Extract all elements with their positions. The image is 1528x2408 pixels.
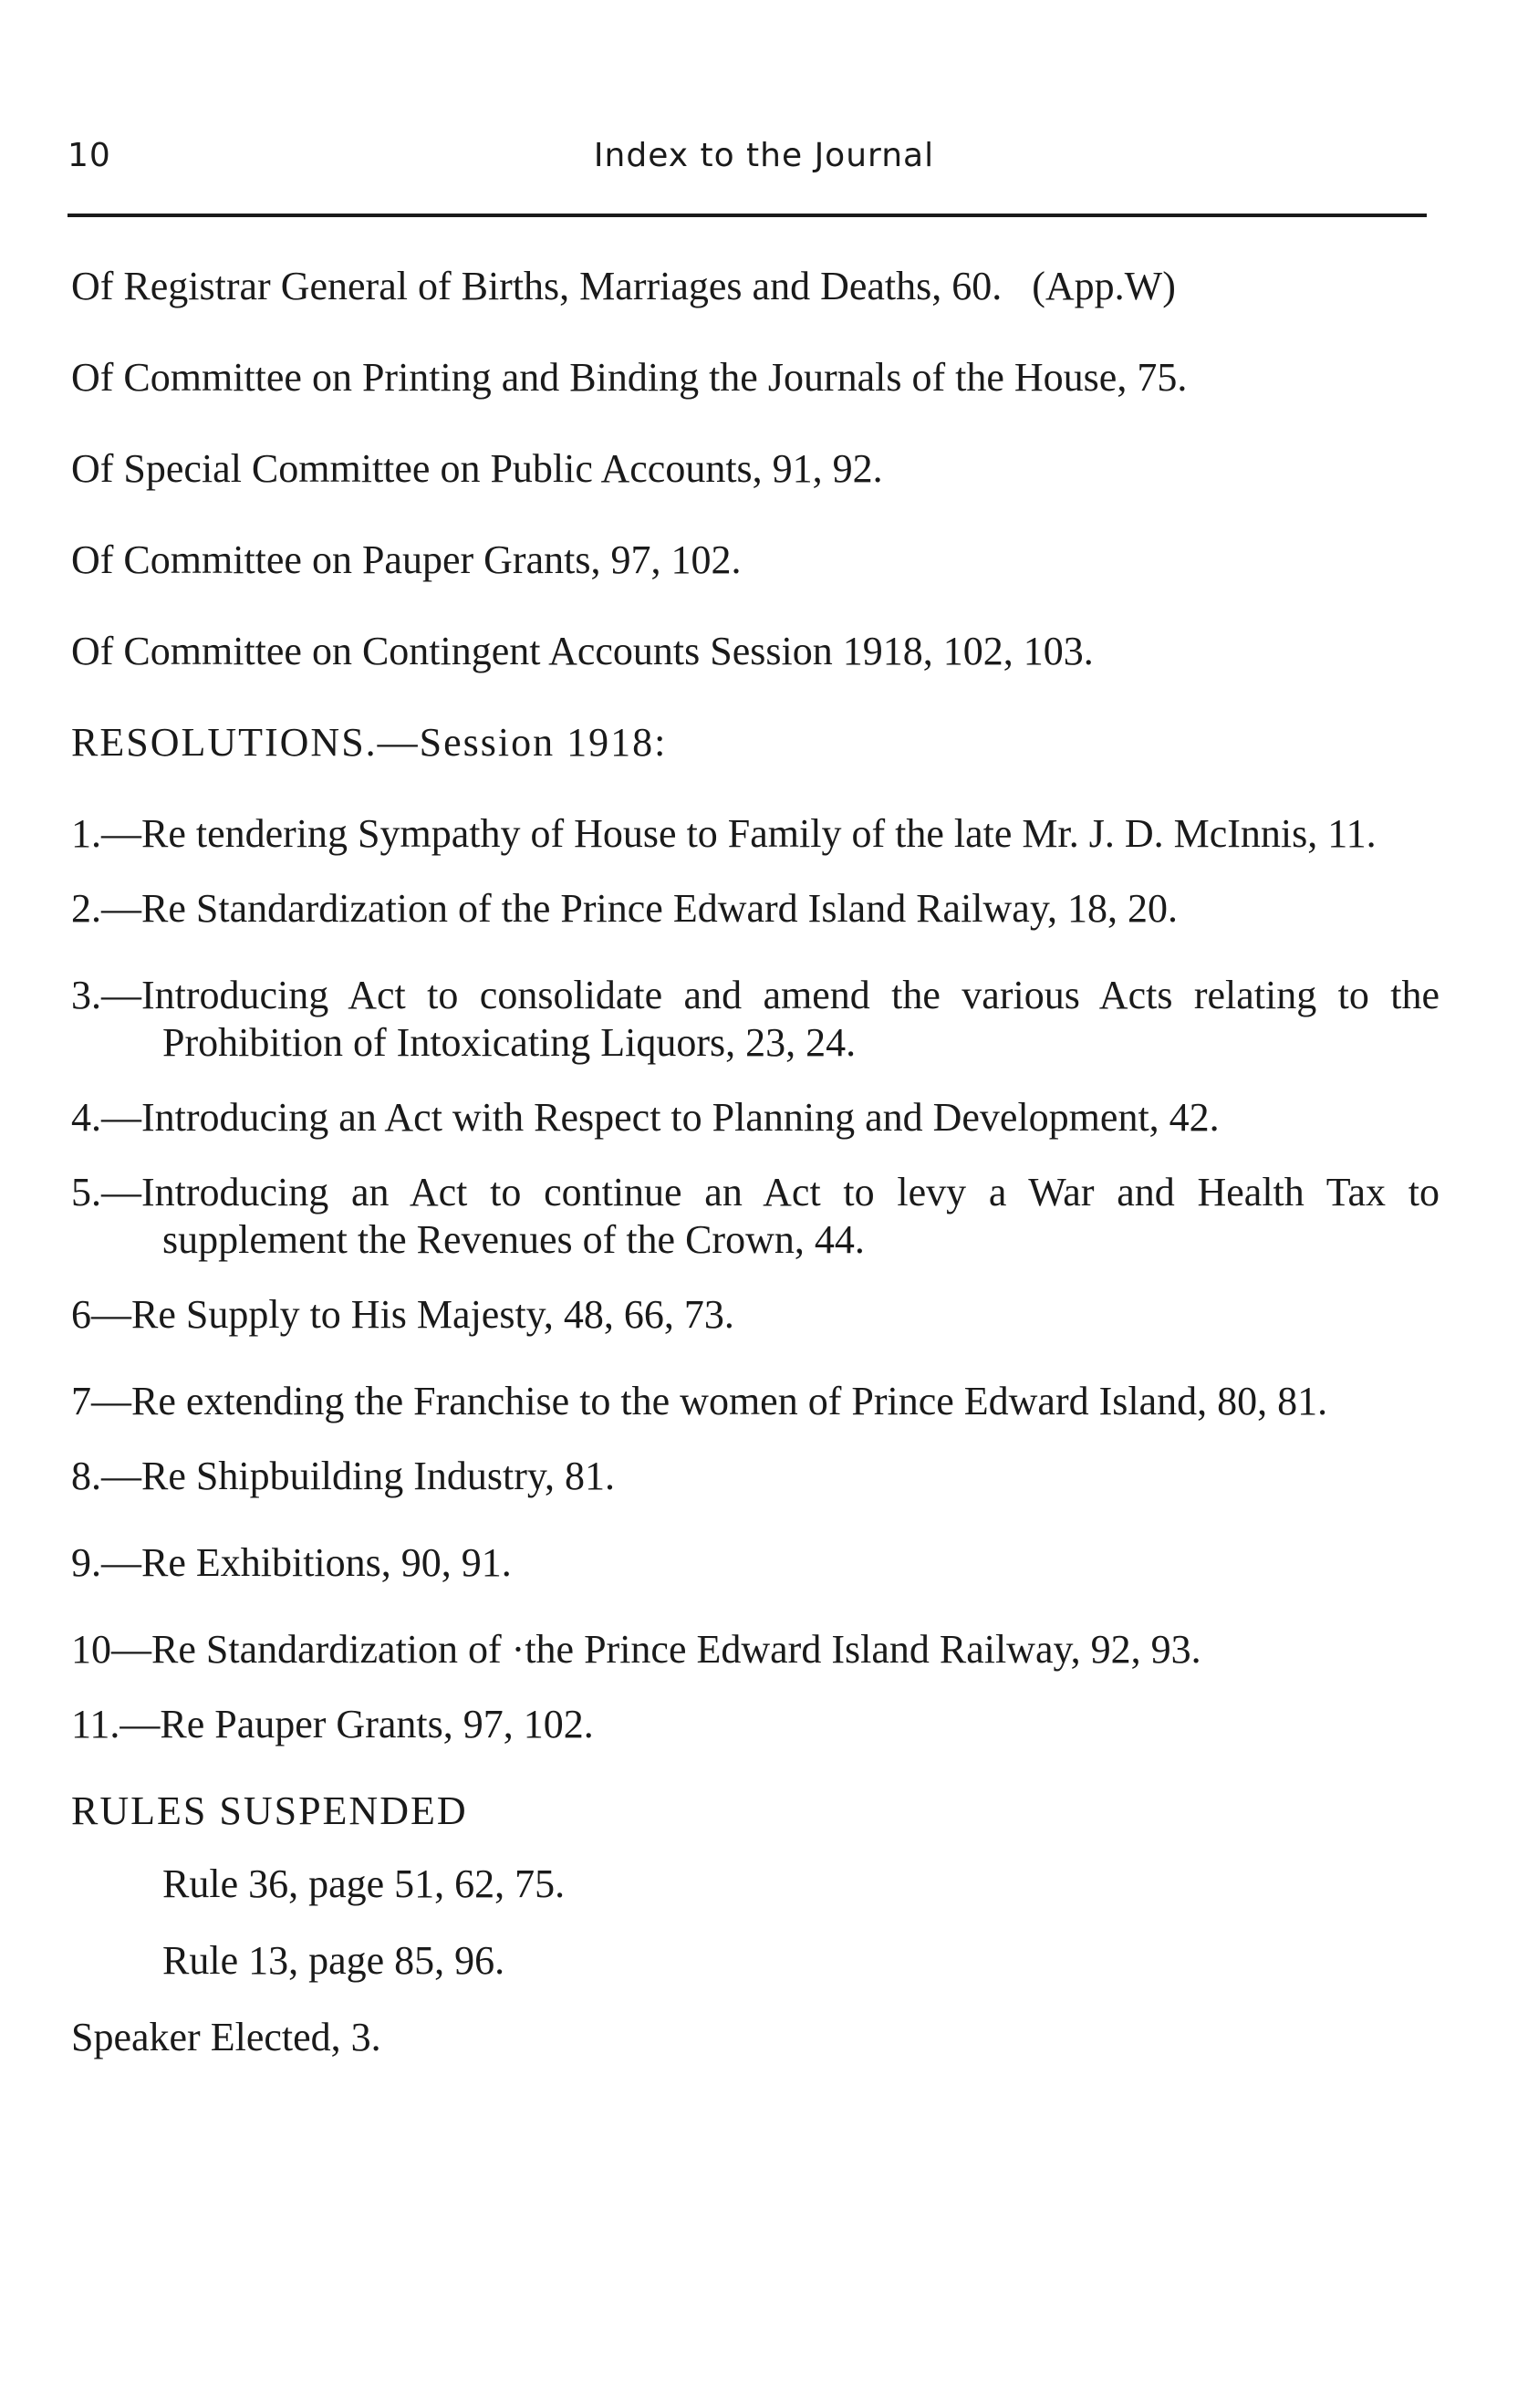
page-number: 10	[68, 137, 111, 174]
report-entry: Of Special Committee on Public Accounts, 91, 92.	[71, 446, 883, 491]
index-content	[71, 263, 1440, 2105]
resolution-entry: 2.—Re Standardization of the Prince Edward Island Railway, 18, 20.	[71, 886, 1178, 931]
resolution-entry: 8.—Re Shipbuilding Industry, 81.	[71, 1454, 616, 1498]
resolution-entry: 11.—Re Pauper Grants, 97, 102.	[71, 1702, 594, 1746]
resolution-entry: 10—Re Standardization of ·the Prince Edward Island Railway, 92, 93.	[71, 1627, 1201, 1672]
speaker-entry: Speaker Elected, 3.	[71, 2015, 381, 2059]
report-entry: Of Registrar General of Births, Marriages and Deaths, 60. (App.W)	[71, 264, 1176, 308]
report-entry: Of Committee on Contingent Accounts Session 1918, 102, 103.	[71, 629, 1094, 673]
running-head: Index to the Journal	[593, 137, 935, 174]
rule-entry: Rule 36, page 51, 62, 75.	[162, 1861, 566, 1906]
resolution-entry: 5.—Introducing an Act to continue an Act to levy a War and Health Tax to supplement the Revenues of the Crown, 44.	[71, 1170, 1440, 1262]
report-entry: Of Committee on Printing and Binding the Journals of the House, 75.	[71, 355, 1188, 400]
resolution-entry: 4.—Introducing an Act with Respect to Planning and Development, 42.	[71, 1095, 1220, 1140]
report-entry: Of Committee on Pauper Grants, 97, 102.	[71, 537, 742, 582]
resolution-entry: 9.—Re Exhibitions, 90, 91.	[71, 1540, 512, 1585]
resolution-entry: 6—Re Supply to His Majesty, 48, 66, 73.	[71, 1292, 734, 1337]
resolution-entry: 1.—Re tendering Sympathy of House to Family of the late Mr. J. D. McInnis, 11.	[71, 811, 1377, 856]
resolution-entry: 7—Re extending the Franchise to the women of Prince Edward Island, 80, 81.	[71, 1379, 1328, 1423]
resolutions-heading: RESOLUTIONS.—Session 1918:	[71, 720, 668, 765]
rules-suspended-heading: RULES SUSPENDED	[71, 1788, 468, 1833]
header-rule	[68, 214, 1427, 217]
resolution-entry: 3.—Introducing Act to consolidate and amend the various Acts relating to the Prohibition of Intoxicating Liquors, 23, 24.	[71, 973, 1440, 1065]
rule-entry: Rule 13, page 85, 96.	[162, 1938, 505, 1983]
